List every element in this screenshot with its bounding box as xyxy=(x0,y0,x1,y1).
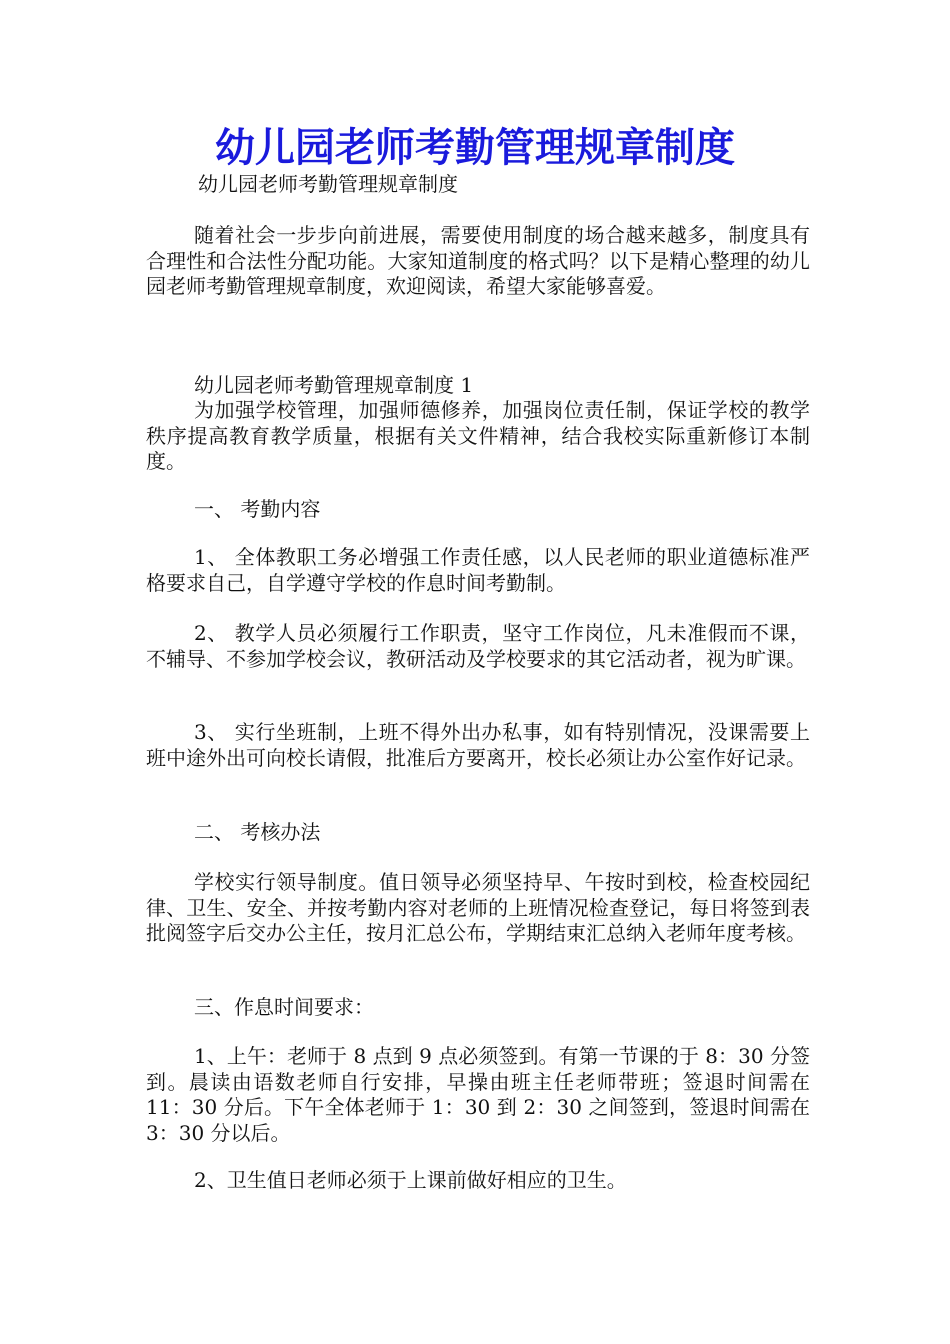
list-item: 2、 教学人员必须履行工作职责，坚守工作岗位，凡未准假而不课，不辅导、不参加学校会议，教研活动及学校要求的其它活动者，视为旷课。 xyxy=(146,621,810,671)
list-item: 1、上午：老师于 8 点到 9 点必须签到。有第一节课的于 8：30 分签到。晨读由语数老师自行安排，早操由班主任老师带班；签退时间需在 11：30 分后。下午全体老师于 1：30 到 2：30 之间签到，签退时间需在 3：30 分以后。 xyxy=(146,1044,810,1145)
list-item: 2、卫生值日老师必须于上课前做好相应的卫生。 xyxy=(194,1168,627,1192)
part-heading-attendance: 一、 考勤内容 xyxy=(194,497,321,521)
assessment-paragraph: 学校实行领导制度。值日领导必须坚持早、午按时到校，检查校园纪律、卫生、安全、并按考勤内容对老师的上班情况检查登记，每日将签到表批阅签字后交办公主任，按月汇总公布，学期结束汇总纳入老师年度考核。 xyxy=(146,870,810,945)
list-item: 3、 实行坐班制，上班不得外出办私事，如有特别情况，没课需要上班中途外出可向校长请假，批准后方要离开，校长必须让办公室作好记录。 xyxy=(146,720,810,770)
intro-paragraph: 随着社会一步步向前进展，需要使用制度的场合越来越多，制度具有合理性和合法性分配功能。大家知道制度的格式吗？以下是精心整理的幼儿园老师考勤管理规章制度，欢迎阅读，希望大家能够喜爱。 xyxy=(146,223,810,298)
part-heading-assessment: 二、 考核办法 xyxy=(194,820,321,844)
section-paragraph: 为加强学校管理，加强师德修养，加强岗位责任制，保证学校的教学秩序提高教育教学质量，根据有关文件精神，结合我校实际重新修订本制度。 xyxy=(146,398,810,473)
list-item: 1、 全体教职工务必增强工作责任感，以人民老师的职业道德标准严格要求自己，自学遵守学校的作息时间考勤制。 xyxy=(146,545,810,595)
document-subtitle: 幼儿园老师考勤管理规章制度 xyxy=(198,172,458,196)
document-title: 幼儿园老师考勤管理规章制度 xyxy=(215,124,735,171)
part-heading-schedule: 三、作息时间要求： xyxy=(194,995,374,1019)
section-heading: 幼儿园老师考勤管理规章制度 1 xyxy=(194,373,474,397)
